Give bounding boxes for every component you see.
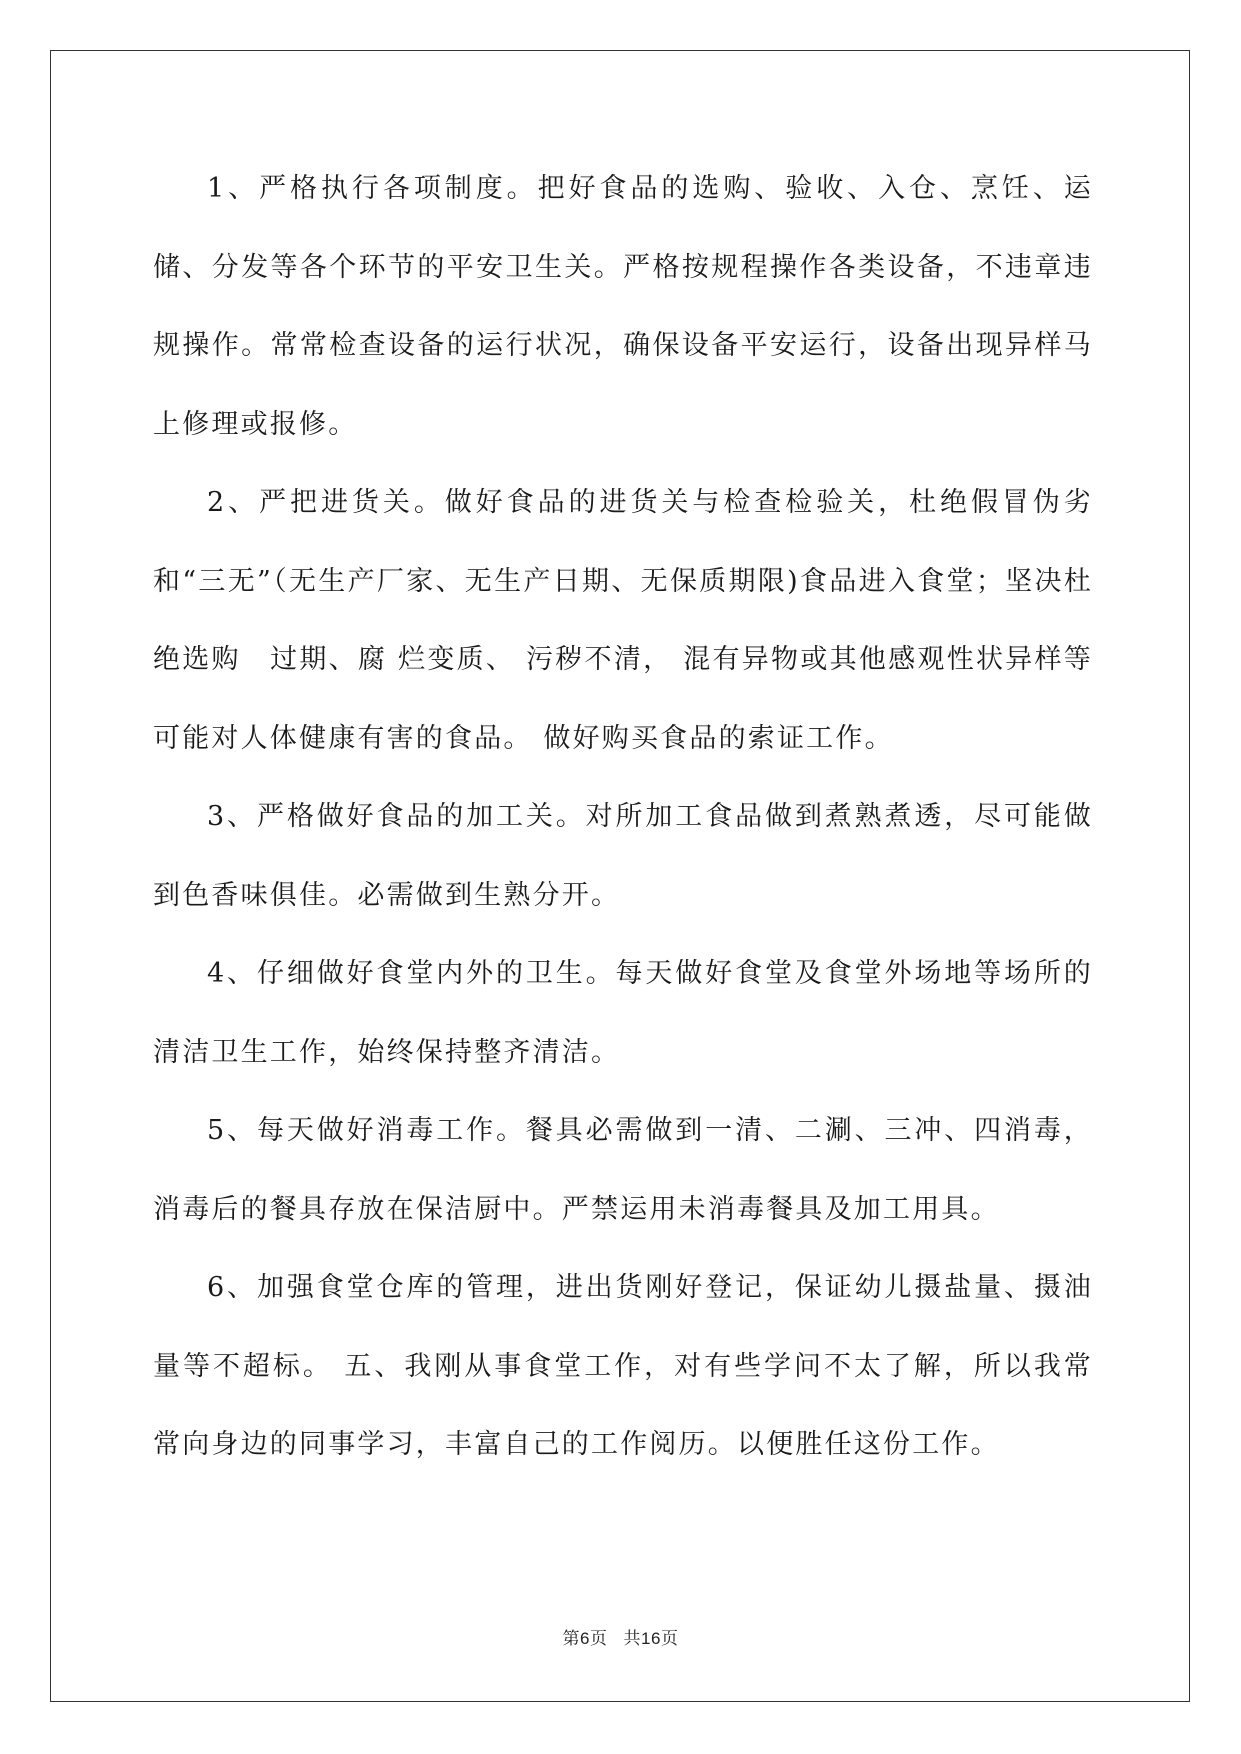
paragraph-5: 5、每天做好消毒工作。餐具必需做到一清、二涮、三冲、四消毒，消毒后的餐具存放在保洁厨中。严禁运用未消毒餐具及加工用具。 <box>153 1115 1093 1225</box>
document-body <box>153 150 1093 1485</box>
page-suffix: 页 <box>590 1629 608 1648</box>
paragraph-4: 4、仔细做好食堂内外的卫生。每天做好食堂及食堂外场地等场所的清洁卫生工作，始终保持整齐清洁。 <box>153 958 1093 1068</box>
page-prefix: 第 <box>562 1629 581 1648</box>
paragraph-6: 6、加强食堂仓库的管理，进出货刚好登记，保证幼儿摄盐量、摄油量等不超标。 五、我刚从事食堂工作，对有些学问不太了解，所以我常常向身边的同事学习，丰富自己的工作阅历。以便胜任这份工作。 <box>153 1272 1093 1460</box>
total-pages: 16 <box>641 1629 661 1648</box>
page-number: 6 <box>580 1629 591 1648</box>
total-prefix: 共 <box>623 1629 642 1648</box>
paragraph-3: 3、严格做好食品的加工关。对所加工食品做到煮熟煮透，尽可能做到色香味俱佳。必需做到生熟分开。 <box>153 801 1093 911</box>
page-footer <box>0 1624 1241 1649</box>
paragraph-2: 2、严把进货关。做好食品的进货关与检查检验关，杜绝假冒伪劣和“三无”（无生产厂家、无生产日期、无保质期限)食品进入食堂；坚决杜绝选购 过期、腐 烂变质、 污秽不清， 混有异物或其他感观性状异样等可能对人体健康有害的食品。 做好购买食品的索证工作。 <box>153 487 1093 754</box>
total-suffix: 页 <box>660 1629 679 1648</box>
paragraph-1: 1、严格执行各项制度。把好食品的选购、验收、入仓、烹饪、运储、分发等各个环节的平安卫生关。严格按规程操作各类设备，不违章违规操作。常常检查设备的运行状况，确保设备平安运行，设备出现异样马上修理或报修。 <box>153 173 1093 440</box>
